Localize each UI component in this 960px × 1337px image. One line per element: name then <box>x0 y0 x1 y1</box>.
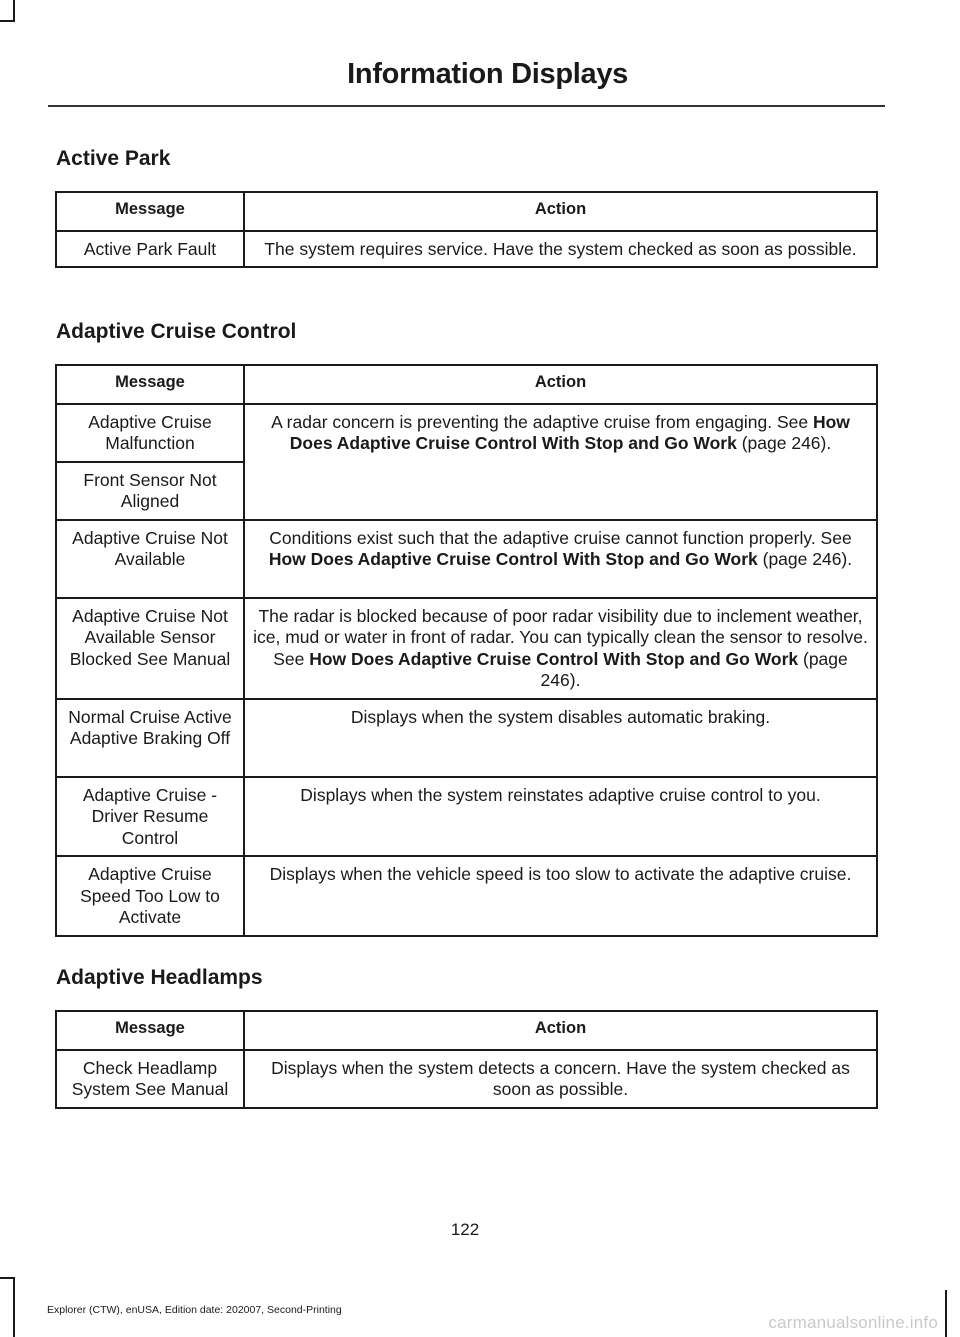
action-cell <box>244 598 877 699</box>
page-title: Information Displays <box>347 58 628 90</box>
adaptive-cruise-table <box>55 364 878 937</box>
message-cell: Check Headlamp System See Manual <box>56 1050 244 1108</box>
adaptive-headlamps-table <box>55 1010 878 1109</box>
column-header-action: Action <box>244 192 877 231</box>
action-cell: Displays when the system reinstates adaptive cruise control to you. <box>244 777 877 857</box>
table-row <box>56 777 877 857</box>
column-header-message: Message <box>56 365 244 404</box>
table-row <box>56 404 877 462</box>
action-text: Conditions exist such that the adaptive cruise cannot function properly. See <box>269 527 852 548</box>
message-cell: Normal Cruise Active Adaptive Braking Off <box>56 699 244 777</box>
message-cell: Adaptive Cruise - Driver Resume Control <box>56 777 244 857</box>
table-row <box>56 1050 877 1108</box>
action-text: The radar is blocked because of poor radar visibility due to inclement weather, ice, mud or water in front of radar. You can typically clean the sensor to resolve. See <box>253 605 868 669</box>
column-header-action: Action <box>244 1011 877 1050</box>
table-row <box>56 856 877 936</box>
column-header-message: Message <box>56 192 244 231</box>
crop-mark <box>0 1277 15 1279</box>
active-park-table <box>55 191 878 268</box>
table-row <box>56 598 877 699</box>
section-title-adaptive-cruise: Adaptive Cruise Control <box>56 320 297 343</box>
message-cell: Front Sensor Not Aligned <box>56 462 244 520</box>
section-title-adaptive-headlamps: Adaptive Headlamps <box>56 966 263 989</box>
action-cell: Displays when the vehicle speed is too slow to activate the adaptive cruise. <box>244 856 877 936</box>
message-cell: Adaptive Cruise Not Available <box>56 520 244 598</box>
action-cell <box>244 520 877 598</box>
crop-mark <box>13 0 15 22</box>
table-row <box>56 699 877 777</box>
page-reference: (page 246). <box>757 549 853 569</box>
message-cell: Adaptive Cruise Speed Too Low to Activate <box>56 856 244 936</box>
crop-mark <box>0 20 15 22</box>
table-header-row <box>56 365 877 404</box>
cross-reference-link[interactable]: How Does Adaptive Cruise Control With Stop and Go Work <box>268 549 758 569</box>
action-cell <box>244 404 877 520</box>
table-row <box>56 520 877 598</box>
message-cell: Adaptive Cruise Not Available Sensor Blocked See Manual <box>56 598 244 699</box>
message-cell: Active Park Fault <box>56 231 244 268</box>
section-title-active-park: Active Park <box>56 147 171 170</box>
action-cell: The system requires service. Have the system checked as soon as possible. <box>244 231 877 268</box>
header-divider <box>48 105 885 107</box>
action-cell: Displays when the system disables automatic braking. <box>244 699 877 777</box>
column-header-action: Action <box>244 365 877 404</box>
table-header-row <box>56 1011 877 1050</box>
table-header-row <box>56 192 877 231</box>
cross-reference-link[interactable]: How Does Adaptive Cruise Control With Stop and Go Work <box>289 411 850 453</box>
message-cell: Adaptive Cruise Malfunction <box>56 404 244 462</box>
page-number: 122 <box>450 1220 480 1239</box>
cross-reference-link[interactable]: How Does Adaptive Cruise Control With Stop and Go Work <box>309 648 799 669</box>
action-cell: Displays when the system detects a concern. Have the system checked as soon as possible. <box>244 1050 877 1108</box>
column-header-message: Message <box>56 1011 244 1050</box>
crop-mark <box>13 1277 15 1337</box>
crop-mark <box>945 1290 947 1337</box>
footer-edition-info: Explorer (CTW), enUSA, Edition date: 202007, Second-Printing <box>47 1304 342 1316</box>
table-row <box>56 231 877 268</box>
page-reference: (page 246). <box>736 433 832 453</box>
action-text: A radar concern is preventing the adaptive cruise from engaging. See <box>271 411 813 432</box>
page-reference: (page 246). <box>540 648 848 690</box>
watermark: carmanualsonline.info <box>768 1313 938 1332</box>
